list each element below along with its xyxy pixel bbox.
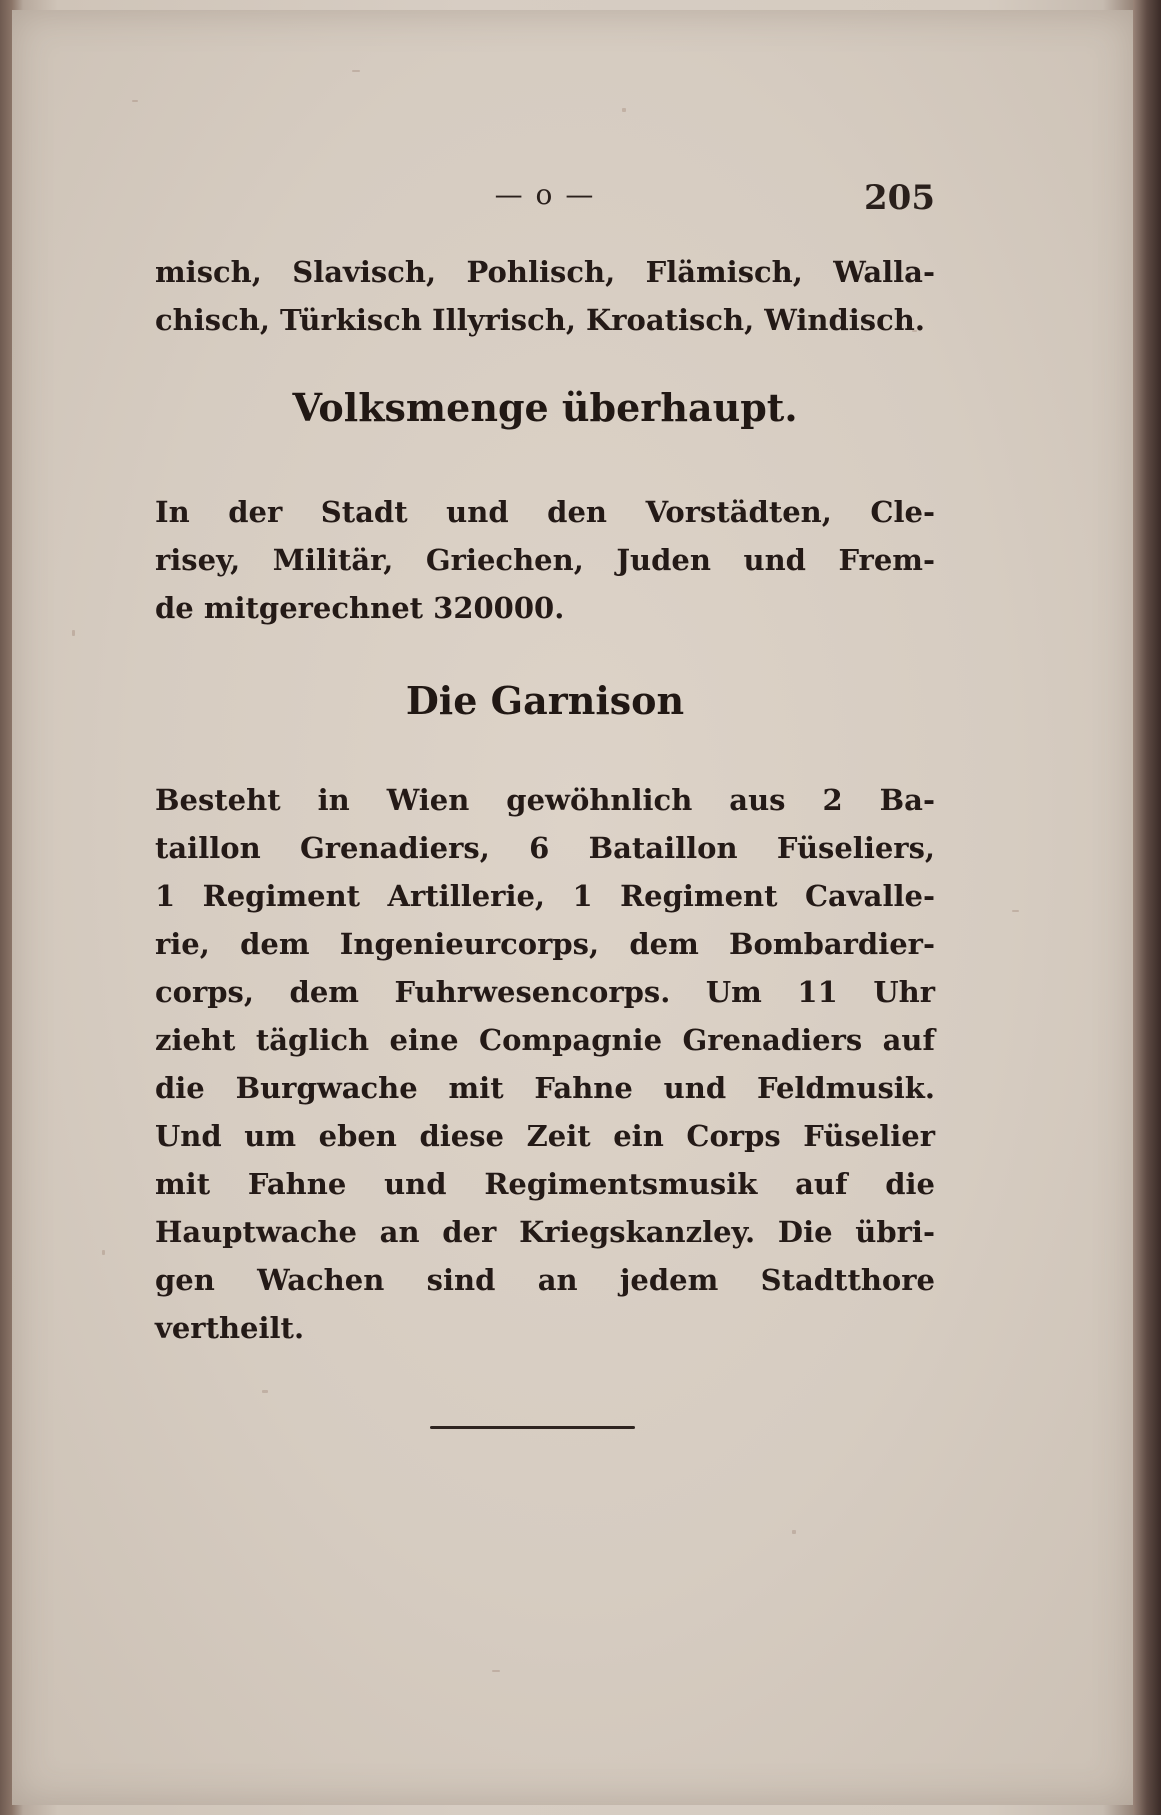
text-line: zieht täglich eine Compagnie Grenadiers auf	[155, 1023, 935, 1057]
book-spine-edge	[1133, 0, 1161, 1815]
text-line: taillon Grenadiers, 6 Bataillon Füseliers,	[155, 831, 935, 865]
paper-fleck	[1012, 910, 1019, 912]
text-line: mit Fahne und Regimentsmusik auf die	[155, 1167, 935, 1201]
page-number: 205	[864, 178, 935, 218]
continuation-paragraph	[155, 248, 935, 344]
text-line: Und um eben diese Zeit ein Corps Füselier	[155, 1119, 935, 1153]
text-line: misch, Slavisch, Pohlisch, Flämisch, Walla-	[155, 255, 935, 289]
text-line: vertheilt.	[155, 1311, 305, 1345]
paragraph-garnison	[155, 776, 935, 1352]
text-line: de mitgerechnet 320000.	[155, 591, 565, 625]
text-line: Hauptwache an der Kriegskanzley. Die übri-	[155, 1215, 935, 1249]
text-line: Besteht in Wien gewöhnlich aus 2 Ba-	[155, 783, 935, 817]
paragraph-volksmenge	[155, 488, 935, 632]
text-line: corps, dem Fuhrwesencorps. Um 11 Uhr	[155, 975, 935, 1009]
text-line: chisch, Türkisch Illyrisch, Kroatisch, Windisch.	[155, 303, 925, 337]
section-heading-volksmenge: Volksmenge überhaupt.	[292, 385, 798, 430]
header-ornament: — o —	[494, 178, 596, 211]
text-line: 1 Regiment Artillerie, 1 Regiment Cavalle-	[155, 879, 935, 913]
text-line: risey, Militär, Griechen, Juden und Frem-	[155, 543, 935, 577]
paper-fleck	[132, 100, 138, 102]
section-heading-garnison: Die Garnison	[405, 678, 685, 723]
paper-fleck	[102, 1250, 105, 1255]
text-line: rie, dem Ingenieurcorps, dem Bombardier-	[155, 927, 935, 961]
section-end-rule	[430, 1426, 635, 1429]
paper-fleck	[352, 70, 360, 72]
text-line: In der Stadt und den Vorstädten, Cle-	[155, 495, 935, 529]
text-line: die Burgwache mit Fahne und Feldmusik.	[155, 1071, 935, 1105]
paper-fleck	[622, 108, 626, 112]
paper-fleck	[262, 1390, 268, 1393]
paper-fleck	[492, 1670, 500, 1672]
paper-fleck	[792, 1530, 796, 1534]
paper-fleck	[72, 630, 75, 636]
text-line: gen Wachen sind an jedem Stadtthore	[155, 1263, 935, 1297]
running-header	[155, 178, 935, 218]
